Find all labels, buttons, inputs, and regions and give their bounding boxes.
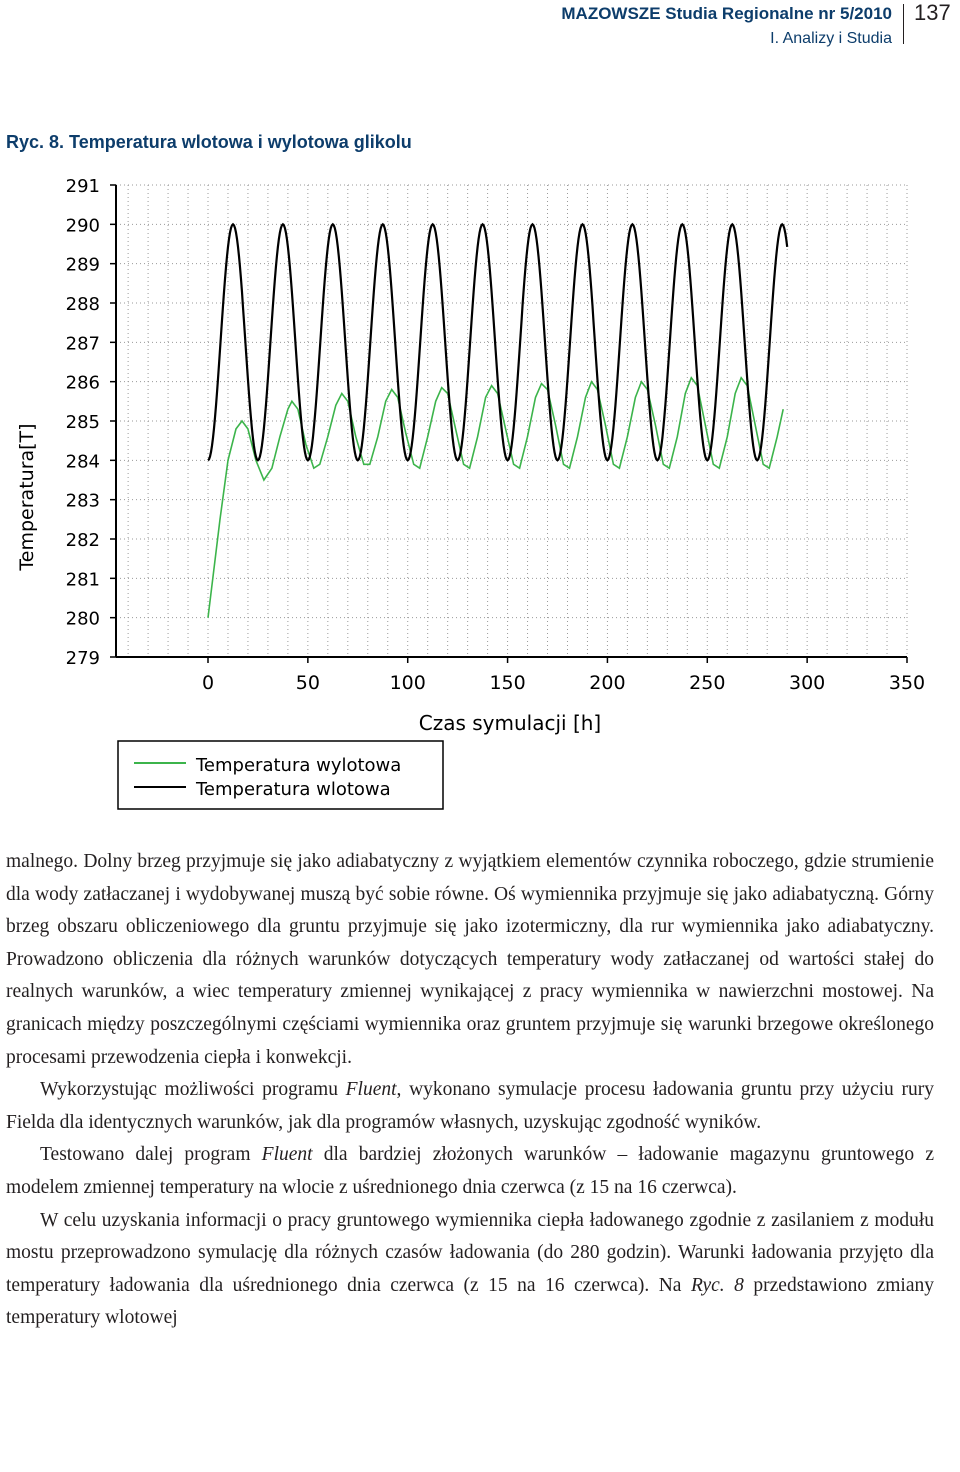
text-run: dla bardziej złożonych warunków – ładowanie magazynu gruntowego z modelem zmiennej temperatury na wlocie z uśrednionego dnia czerwca (z 15 na 16 czerwca). — [6, 1144, 934, 1198]
body-paragraph — [6, 1139, 934, 1204]
temperature-chart — [0, 165, 960, 825]
chart-series — [208, 224, 787, 617]
series-line-outlet — [208, 378, 783, 618]
article-body — [6, 846, 934, 1335]
y-tick-label: 287 — [65, 333, 100, 355]
x-tick-label: 250 — [689, 672, 726, 694]
chart-axes — [110, 185, 907, 663]
italic-run: Fluent — [261, 1144, 313, 1166]
text-run: przedstawiono zmiany temperatury wlotowej — [6, 1274, 934, 1329]
x-axis-label: Czas symulacji [h] — [418, 711, 602, 735]
y-tick-label: 284 — [65, 451, 100, 473]
legend-label-inlet: Temperatura wlotowa — [196, 779, 391, 800]
x-tick-label: 300 — [789, 672, 826, 694]
x-tick-label: 150 — [489, 672, 526, 694]
figure-caption: Ryc. 8. Temperatura wlotowa i wylotowa glikolu — [6, 132, 412, 152]
text-run: Wykorzystując możliwości programu — [40, 1079, 346, 1101]
journal-title: MAZOWSZE Studia Regionalne nr 5/2010 — [561, 4, 892, 23]
legend-label-outlet: Temperatura wylotowa — [196, 755, 402, 776]
y-tick-label: 291 — [65, 176, 100, 197]
x-tick-label: 200 — [589, 672, 626, 694]
y-tick-label: 280 — [65, 608, 100, 630]
y-tick-label: 286 — [65, 372, 100, 394]
page-header — [0, 0, 960, 60]
y-tick-label: 279 — [65, 648, 100, 669]
y-axis-label: Temperatura[T] — [16, 423, 38, 571]
text-run: Testowano dalej program — [40, 1144, 262, 1166]
chart-legend — [118, 741, 443, 809]
text-run: , wykonano symulacje procesu ładowania gruntu przy użyciu rury Fielda dla identycznych warunków, jak dla programów własnych, uzyskując zgodność wyników. — [6, 1079, 934, 1133]
x-tick-label: 100 — [389, 672, 426, 694]
x-tick-label: 50 — [295, 672, 320, 694]
y-tick-labels — [66, 176, 100, 669]
y-tick-label: 281 — [65, 569, 100, 591]
x-tick-label: 0 — [201, 672, 215, 694]
y-tick-label: 290 — [65, 215, 100, 237]
x-tick-labels — [202, 672, 925, 694]
header-divider — [903, 4, 904, 44]
y-tick-label: 283 — [65, 490, 100, 512]
y-tick-label: 282 — [65, 530, 100, 551]
italic-run: Ryc. 8 — [690, 1274, 744, 1296]
y-tick-label: 285 — [65, 412, 100, 433]
text-run: malnego. Dolny brzeg przyjmuje się jako adiabatyczny z wyjątkiem elementów czynnika roboczego, gdzie strumienie dla wody zatłaczanej i wydobywanej muszą być sobie równe. Oś wymiennika przyjmuje się jako adiabatyczną. Górny brzeg obszaru obliczeniowego dla gruntu przyjmuje się jako izotermiczny, dla rur wymiennika jako adiabatyczny. Prowadzono obliczenia dla różnych warunków dotyczących temperatury wody zatłaczanej od wartości stałej do realnych warunków, a wiec temperatury zmiennej wynikającej z pracy wymiennika w nawierzchni mostowej. Na granicach między poszczególnymi częściami wymiennika oraz gruntem przyjmuje się warunki brzegowe określonego procesami przewodzenia ciepła i konwekcji. — [6, 851, 934, 1068]
section-title: I. Analizy i Studia — [770, 30, 892, 47]
text-run: W celu uzyskania informacji o pracy gruntowego wymiennika ciepła ładowanego zgodnie z zasilaniem z modułu mostu przeprowadzono symulację dla różnych czasów ładowania (do 280 godzin). Warunki ładowania przyjęto dla temperatury ładowania dla uśrednionego dnia czerwca (z 15 na 16 czerwca). Na — [6, 1209, 934, 1296]
y-tick-label: 288 — [65, 294, 100, 315]
body-paragraph — [6, 846, 934, 1074]
body-paragraph — [6, 1205, 934, 1335]
chart-grid — [116, 185, 907, 657]
x-tick-label: 350 — [888, 672, 926, 694]
page-number: 137 — [914, 0, 951, 25]
y-tick-label: 289 — [65, 254, 100, 276]
body-paragraph — [6, 1074, 934, 1139]
italic-run: Fluent — [345, 1079, 397, 1101]
